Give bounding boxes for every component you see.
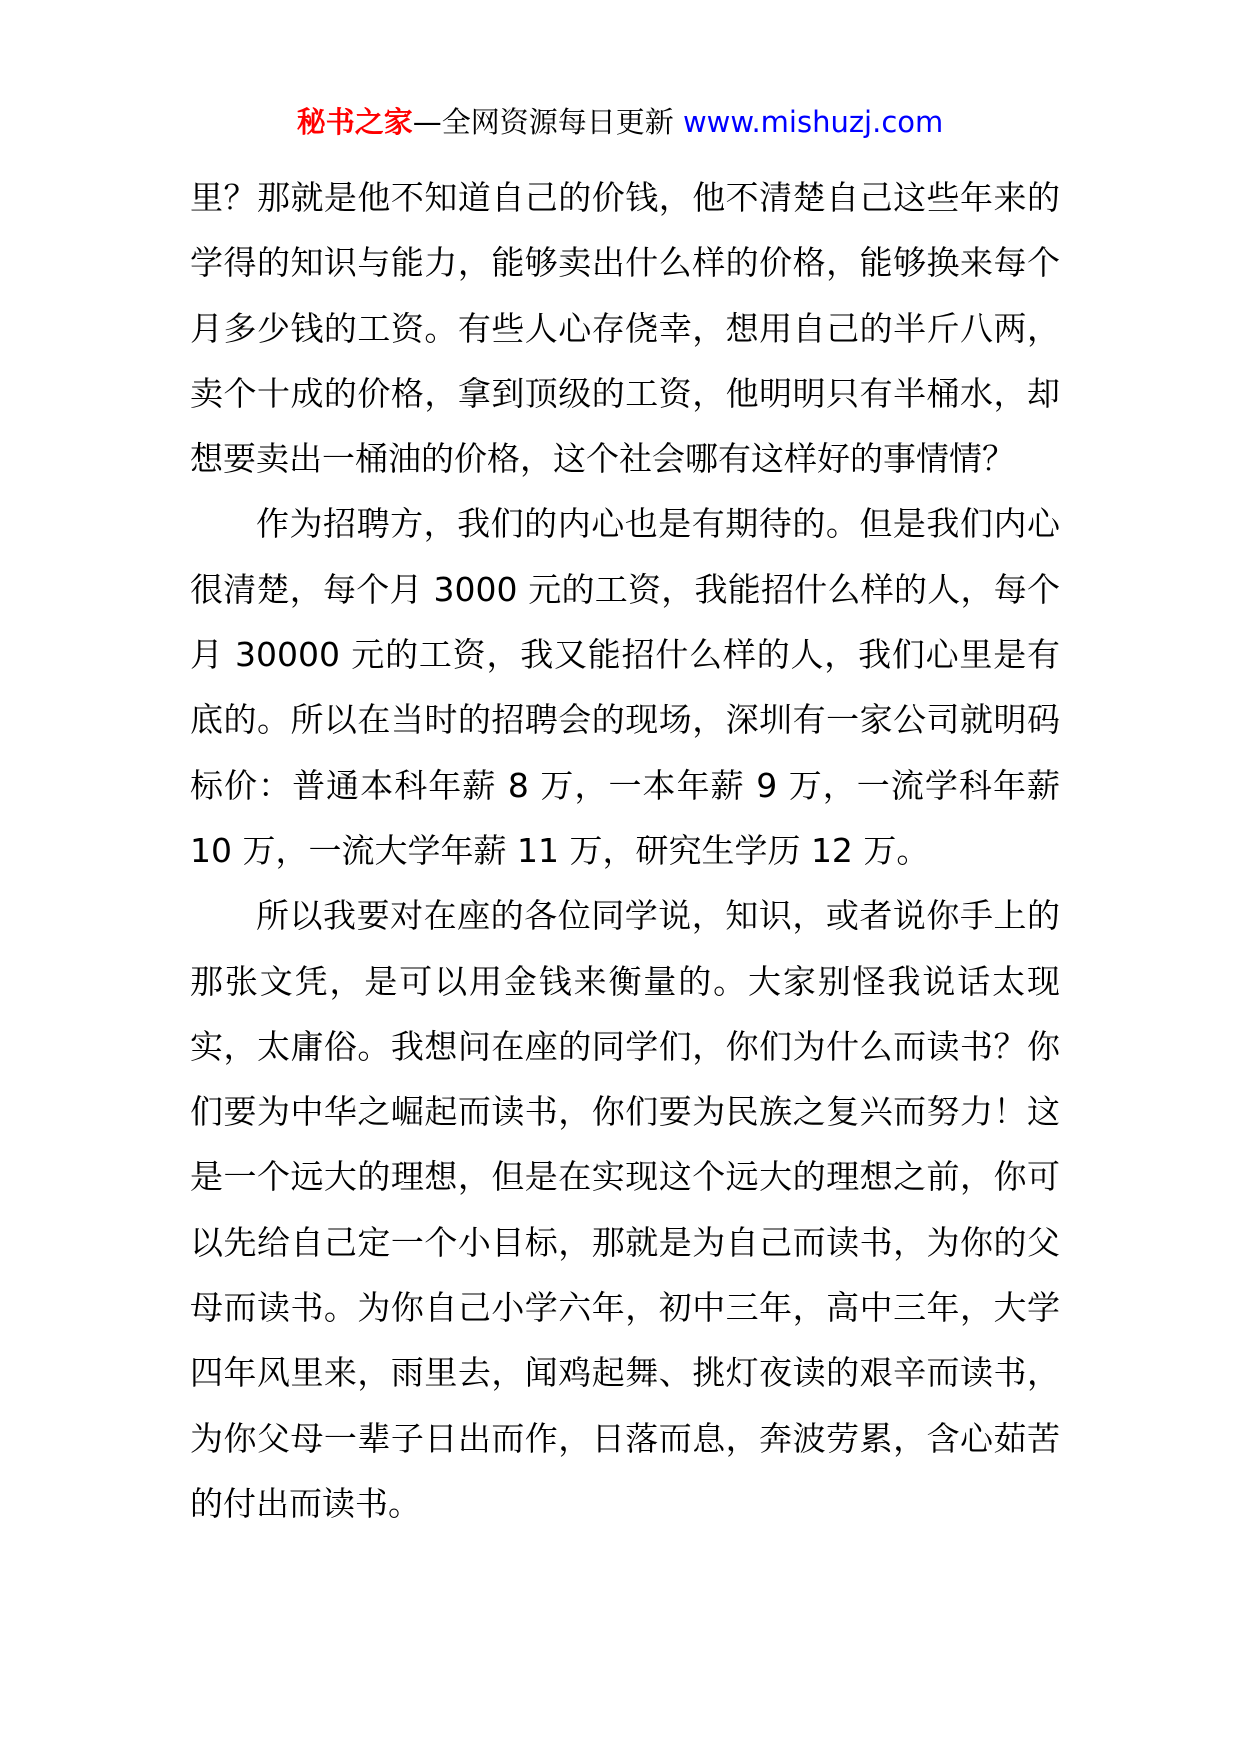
document-body xyxy=(190,165,1060,1536)
paragraph-recruiter-expectations: 作为招聘方，我们的内心也是有期待的。但是我们内心很清楚，每个月 3000 元的工资，我能招什么样的人，每个月 30000 元的工资，我又能招什么样的人，我们心里是有底的。所以在当时的招聘会的现场，深圳有一家公司就明码标价：普通本科年薪 8 万，一本年薪 9 万，一流学科年薪 10 万，一流大学年薪 11 万，研究生学历 12 万。 xyxy=(190,504,1060,870)
header-url-link[interactable]: www.mishuzj.com xyxy=(682,105,944,139)
paragraph-continued: 里？那就是他不知道自己的价钱，他不清楚自己这些年来的学得的知识与能力，能够卖出什么样的价格，能够换来每个月多少钱的工资。有些人心存侥幸，想用自己的半斤八两，卖个十成的价格，拿到顶级的工资，他明明只有半桶水，却想要卖出一桶油的价格，这个社会哪有这样好的事情情？ xyxy=(190,178,1060,479)
paragraph-why-study: 所以我要对在座的各位同学说，知识，或者说你手上的那张文凭，是可以用金钱来衡量的。大家别怪我说话太现实，太庸俗。我想问在座的同学们，你们为什么而读书？你们要为中华之崛起而读书，你们要为民族之复兴而努力！这是一个远大的理想，但是在实现这个远大的理想之前，你可以先给自己定一个小目标，那就是为自己而读书，为你的父母而读书。为你自己小学六年，初中三年，高中三年，大学四年风里来，雨里去，闻鸡起舞、挑灯夜读的艰辛而读书，为你父母一辈子日出而作，日落而息，奔波劳累，含心茹苦的付出而读书。 xyxy=(190,896,1060,1523)
header-brand: 秘书之家 xyxy=(296,105,413,139)
page-header xyxy=(0,102,1240,142)
header-tagline: —全网资源每日更新 xyxy=(412,105,683,139)
